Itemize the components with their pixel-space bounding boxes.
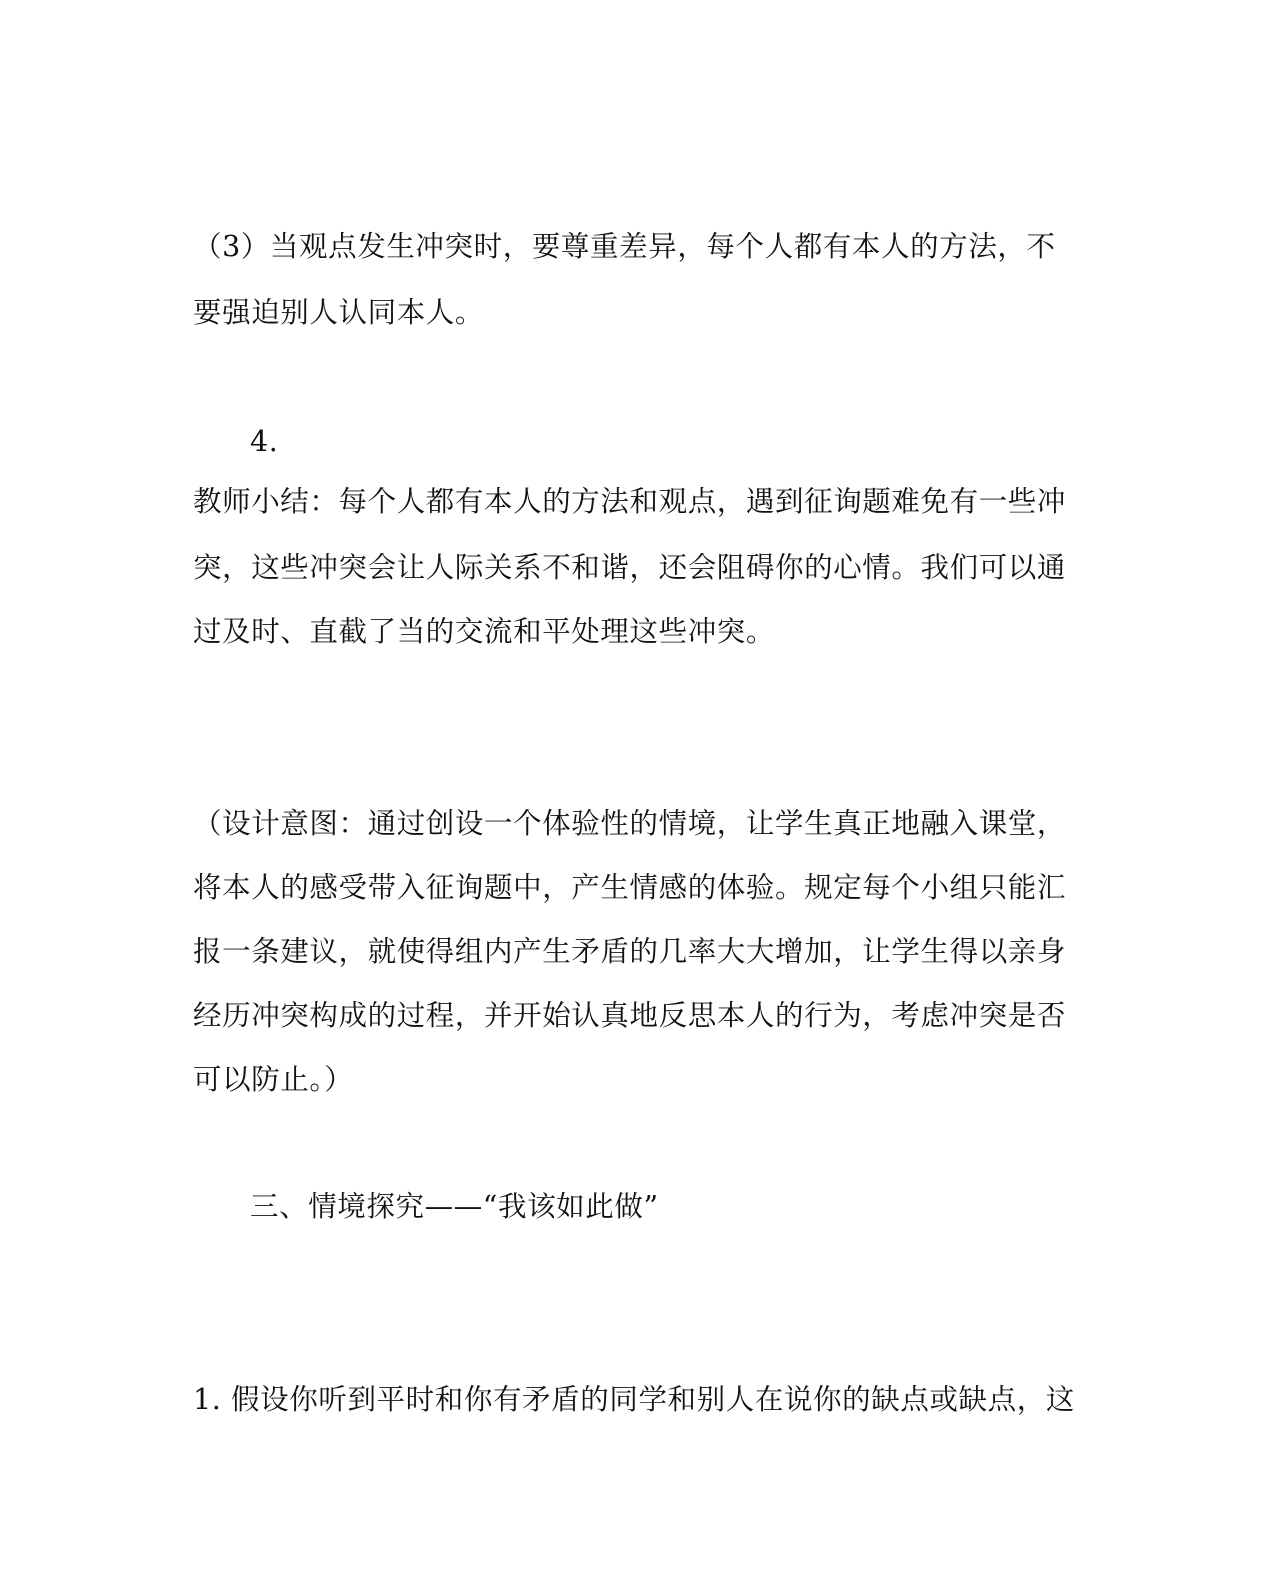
design-intent-line-5: 可以防止。） [193,1063,354,1096]
item-4-number: 4. [250,425,279,458]
design-intent-line-4: 经历冲突构成的过程，并开始认真地反思本人的行为，考虑冲突是否 [193,999,1067,1032]
teacher-summary-line-2: 突，这些冲突会让人际关系不和谐，还会阻碍你的心情。我们可以通 [193,551,1067,584]
teacher-summary-line-1: 教师小结：每个人都有本人的方法和观点，遇到征询题难免有一些冲 [193,485,1067,518]
paragraph-3-line-1: （3）当观点发生冲突时，要尊重差异，每个人都有本人的方法，不 [193,230,1056,263]
paragraph-3-line-2: 要强迫别人认同本人。 [193,296,485,329]
design-intent-line-2: 将本人的感受带入征询题中，产生情感的体验。规定每个小组只能汇 [193,871,1067,904]
design-intent-line-1: （设计意图：通过创设一个体验性的情境，让学生真正地融入课堂， [193,807,1067,840]
design-intent-line-3: 报一条建议，就使得组内产生矛盾的几率大大增加，让学生得以亲身 [193,935,1067,968]
section-3-heading: 三、情境探究——“我该如此做” [250,1190,659,1223]
question-1-line-1: 1. 假设你听到平时和你有矛盾的同学和别人在说你的缺点或缺点，这 [193,1383,1075,1416]
teacher-summary-line-3: 过及时、直截了当的交流和平处理这些冲突。 [193,615,776,648]
